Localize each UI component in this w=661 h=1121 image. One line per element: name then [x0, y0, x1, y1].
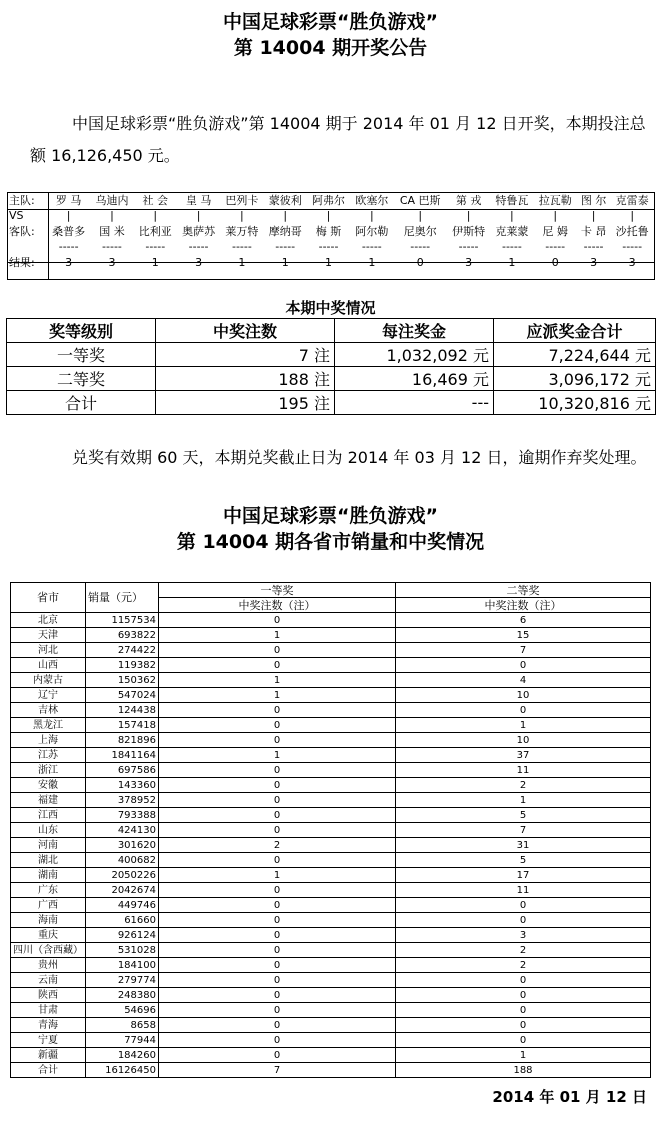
dash-separator: ----- [361, 240, 382, 253]
match-grid-row [7, 208, 655, 223]
province-sales: 301620 [86, 838, 159, 853]
province-sales: 821896 [86, 733, 159, 748]
province-sales: 157418 [86, 718, 159, 733]
second-prize-count: 7 [396, 823, 651, 838]
province-sales: 547024 [86, 688, 159, 703]
col-header-second-prize: 二等奖 [396, 583, 651, 598]
prize-total: 10,320,816 元 [494, 391, 656, 415]
second-prize-count: 0 [396, 1033, 651, 1048]
first-prize-count: 0 [159, 763, 396, 778]
match-result: 3 [610, 254, 654, 270]
province-sales: 143360 [86, 778, 159, 793]
prize-total: 3,096,172 元 [494, 367, 656, 391]
match-result: 1 [151, 255, 159, 269]
province-name: 浙江 [11, 763, 86, 778]
match-grid [7, 192, 655, 270]
province-sales: 248380 [86, 988, 159, 1003]
province-name: 湖北 [11, 853, 86, 868]
dash-separator: ----- [501, 240, 522, 253]
dash-separator: ----- [545, 240, 566, 253]
province-sales: 697586 [86, 763, 159, 778]
vs-separator: | [610, 208, 654, 223]
province-name: 湖南 [11, 868, 86, 883]
first-prize-count: 0 [159, 793, 396, 808]
away-team: 沙托鲁 [610, 223, 654, 239]
section-title: 中国足球彩票“胜负游戏” [223, 505, 438, 527]
away-team: 尼奥尔 [403, 225, 437, 238]
table-row [7, 343, 656, 367]
province-sales: 274422 [86, 643, 159, 658]
match-grid-row [7, 223, 655, 239]
vs-separator: | [510, 209, 514, 222]
province-sales: 926124 [86, 928, 159, 943]
province-sales: 793388 [86, 808, 159, 823]
second-prize-count: 188 [396, 1063, 651, 1078]
province-sales: 1157534 [86, 613, 159, 628]
table-row [11, 778, 651, 793]
table-row [11, 823, 651, 838]
table-row [11, 1033, 651, 1048]
province-sales: 2050226 [86, 868, 159, 883]
match-result: 3 [465, 255, 473, 269]
province-name: 辽宁 [11, 688, 86, 703]
table-row [11, 643, 651, 658]
province-sales: 119382 [86, 658, 159, 673]
table-row [11, 733, 651, 748]
match-grid-row [7, 192, 655, 208]
home-team: CA 巴斯 [399, 194, 441, 207]
home-team: 特鲁瓦 [495, 194, 529, 207]
first-prize-count: 0 [159, 643, 396, 658]
first-prize-count: 0 [159, 883, 396, 898]
table-row [11, 703, 651, 718]
announcement-title: 中国足球彩票“胜负游戏” [223, 11, 438, 33]
province-sales: 531028 [86, 943, 159, 958]
col-header-province: 省市 [11, 583, 86, 613]
vs-separator: | [553, 209, 558, 222]
table-row [11, 958, 651, 973]
table-row [11, 628, 651, 643]
vs-separator: | [418, 209, 423, 222]
second-prize-count: 5 [396, 853, 651, 868]
second-prize-count: 0 [396, 898, 651, 913]
table-row [11, 988, 651, 1003]
match-row-label: VS [9, 209, 24, 222]
first-prize-count: 0 [159, 1018, 396, 1033]
table-row [11, 748, 651, 763]
first-prize-count: 0 [159, 958, 396, 973]
province-name: 上海 [11, 733, 86, 748]
prize-count: 7 注 [156, 343, 335, 367]
province-sales: 8658 [86, 1018, 159, 1033]
second-prize-count: 0 [396, 1018, 651, 1033]
vs-separator: | [240, 209, 244, 222]
second-prize-count: 0 [396, 1003, 651, 1018]
first-prize-count: 0 [159, 733, 396, 748]
match-result: 1 [508, 255, 516, 269]
province-name: 黑龙江 [11, 718, 86, 733]
dash-separator: ----- [102, 240, 122, 253]
table-row [11, 868, 651, 883]
col-header-sales: 销量（元） [86, 583, 159, 613]
second-prize-count: 11 [396, 883, 651, 898]
col-header: 每注奖金 [335, 319, 494, 343]
match-grid-row [7, 239, 655, 254]
province-sales: 61660 [86, 913, 159, 928]
province-name: 山东 [11, 823, 86, 838]
second-prize-count: 1 [396, 793, 651, 808]
first-prize-count: 0 [159, 898, 396, 913]
first-prize-count: 2 [159, 838, 396, 853]
first-prize-count: 7 [159, 1063, 396, 1078]
first-prize-count: 0 [159, 973, 396, 988]
away-team: 尼 姆 [542, 225, 568, 238]
province-sales: 54696 [86, 1003, 159, 1018]
table-row [11, 1048, 651, 1063]
match-result: 0 [551, 255, 559, 269]
dash-separator: ----- [58, 240, 79, 253]
away-team: 桑普多 [52, 225, 86, 238]
second-prize-count: 11 [396, 763, 651, 778]
first-prize-count: 0 [159, 943, 396, 958]
away-team: 国 米 [99, 225, 125, 238]
second-prize-count: 0 [396, 913, 651, 928]
province-sales: 184100 [86, 958, 159, 973]
second-prize-count: 10 [396, 733, 651, 748]
first-prize-count: 0 [159, 778, 396, 793]
divider [48, 192, 49, 280]
vs-separator: | [153, 209, 158, 222]
home-team: 罗 马 [55, 194, 82, 207]
table-row [11, 928, 651, 943]
table-row [11, 898, 651, 913]
table-row [11, 793, 651, 808]
table-row [11, 763, 651, 778]
table-row [11, 1018, 651, 1033]
dash-separator: ----- [275, 240, 296, 253]
table-row [11, 838, 651, 853]
province-sales: 1841164 [86, 748, 159, 763]
province-sales: 77944 [86, 1033, 159, 1048]
province-sales: 150362 [86, 673, 159, 688]
table-row [11, 718, 651, 733]
dash-separator: ----- [410, 240, 431, 253]
first-prize-count: 0 [159, 928, 396, 943]
match-row-label: 主队: [9, 194, 35, 207]
prize-level: 合计 [7, 391, 156, 415]
announcement-subtitle: 第 14004 期开奖公告 [233, 37, 428, 59]
prize-level: 二等奖 [7, 367, 156, 391]
table-row [11, 973, 651, 988]
first-prize-count: 0 [159, 613, 396, 628]
vs-separator: | [466, 209, 471, 222]
prize-each: 1,032,092 元 [335, 343, 494, 367]
table-row [11, 943, 651, 958]
first-prize-count: 0 [159, 658, 396, 673]
second-prize-count: 10 [396, 688, 651, 703]
prize-table [6, 318, 656, 415]
away-team: 克莱蒙 [495, 225, 529, 238]
table-row [11, 883, 651, 898]
away-team: 梅 斯 [315, 225, 342, 238]
second-prize-count: 2 [396, 958, 651, 973]
first-prize-count: 0 [159, 913, 396, 928]
away-team: 阿尔勒 [355, 225, 389, 238]
away-team: 摩纳哥 [268, 225, 302, 238]
first-prize-count: 0 [159, 1033, 396, 1048]
match-result: 1 [238, 255, 246, 269]
vs-separator: | [196, 209, 201, 222]
province-name: 安徽 [11, 778, 86, 793]
province-name: 广东 [11, 883, 86, 898]
province-sales: 693822 [86, 628, 159, 643]
second-prize-count: 4 [396, 673, 651, 688]
match-result: 1 [368, 255, 376, 269]
prize-level: 一等奖 [7, 343, 156, 367]
home-team: 皇 马 [185, 194, 212, 207]
second-prize-count: 0 [396, 658, 651, 673]
province-sales: 424130 [86, 823, 159, 838]
home-team: 乌迪内 [95, 194, 129, 207]
match-grid-row [7, 254, 655, 270]
province-name: 江西 [11, 808, 86, 823]
second-prize-count: 6 [396, 613, 651, 628]
home-team: 社 会 [142, 194, 169, 207]
col-header: 奖等级别 [7, 319, 156, 343]
prize-total: 7,224,644 元 [494, 343, 656, 367]
second-prize-count: 1 [396, 718, 651, 733]
province-sales: 378952 [86, 793, 159, 808]
province-name: 山西 [11, 658, 86, 673]
home-team: 图 尔 [580, 194, 607, 207]
second-prize-count: 3 [396, 928, 651, 943]
dash-separator: ----- [145, 240, 166, 253]
away-team: 卡 昂 [580, 225, 607, 238]
col-header-first-count: 中奖注数（注） [159, 598, 396, 613]
second-prize-count: 31 [396, 838, 651, 853]
away-team: 奥萨苏 [182, 225, 216, 238]
col-header: 应派奖金合计 [494, 319, 656, 343]
home-team: 第 戎 [455, 194, 482, 207]
second-prize-count: 0 [396, 988, 651, 1003]
province-name: 陕西 [11, 988, 86, 1003]
section-subtitle: 第 14004 期各省市销量和中奖情况 [176, 531, 485, 553]
table-row [11, 913, 651, 928]
table-row [11, 658, 651, 673]
match-row-label [7, 239, 47, 254]
prize-each: --- [335, 391, 494, 415]
match-result: 1 [281, 255, 289, 269]
first-prize-count: 1 [159, 688, 396, 703]
vs-separator: | [283, 209, 288, 222]
second-prize-count: 1 [396, 1048, 651, 1063]
table-row [11, 673, 651, 688]
province-name: 福建 [11, 793, 86, 808]
match-result: 1 [325, 255, 333, 269]
vs-separator: | [591, 209, 596, 222]
vs-separator: | [326, 209, 331, 222]
vs-separator: | [110, 209, 114, 222]
province-name: 云南 [11, 973, 86, 988]
second-prize-count: 15 [396, 628, 651, 643]
announcement-date: 2014 年 01 月 12 日 [492, 1088, 647, 1106]
home-team: 拉瓦勒 [538, 194, 572, 207]
province-name: 贵州 [11, 958, 86, 973]
intro-paragraph: 中国足球彩票“胜负游戏”第 14004 期于 2014 年 01 月 12 日开奖，本期投注总额 16,126,450 元。 [30, 114, 646, 165]
home-team: 蒙彼利 [268, 194, 302, 207]
table-row [7, 391, 656, 415]
table-row [11, 1003, 651, 1018]
province-name: 天津 [11, 628, 86, 643]
province-name: 青海 [11, 1018, 86, 1033]
home-team: 巴列卡 [225, 194, 259, 207]
second-prize-count: 0 [396, 703, 651, 718]
province-name: 内蒙古 [11, 673, 86, 688]
prize-count: 188 注 [156, 367, 335, 391]
home-team: 欧塞尔 [355, 194, 389, 207]
match-result: 0 [416, 255, 424, 269]
first-prize-count: 0 [159, 1003, 396, 1018]
table-row [7, 367, 656, 391]
vs-separator: | [66, 209, 71, 222]
second-prize-count: 0 [396, 973, 651, 988]
first-prize-count: 1 [159, 628, 396, 643]
province-sales: 16126450 [86, 1063, 159, 1078]
table-row [11, 613, 651, 628]
second-prize-count: 5 [396, 808, 651, 823]
province-name: 江苏 [11, 748, 86, 763]
table-row [11, 853, 651, 868]
col-header-second-count: 中奖注数（注） [396, 598, 651, 613]
away-team: 比利亚 [138, 225, 172, 238]
province-name: 四川（含西藏） [11, 943, 86, 958]
prize-each: 16,469 元 [335, 367, 494, 391]
province-sales: 2042674 [86, 883, 159, 898]
first-prize-count: 0 [159, 808, 396, 823]
province-sales: 400682 [86, 853, 159, 868]
second-prize-count: 37 [396, 748, 651, 763]
col-header-first-prize: 一等奖 [159, 583, 396, 598]
province-sales: 279774 [86, 973, 159, 988]
prize-table-title: 本期中奖情况 [285, 299, 376, 317]
first-prize-count: 1 [159, 673, 396, 688]
home-team: 阿弗尔 [312, 194, 346, 207]
dash-separator: ----- [318, 240, 339, 253]
second-prize-count: 17 [396, 868, 651, 883]
match-result: 3 [65, 255, 73, 269]
vs-separator: | [369, 209, 374, 222]
match-row-label: 结果: [9, 256, 35, 269]
province-name: 北京 [11, 613, 86, 628]
notice-paragraph: 兑奖有效期 60 天，本期兑奖截止日为 2014 年 03 月 12 日，逾期作弃奖处理。 [72, 448, 647, 467]
province-name: 河北 [11, 643, 86, 658]
province-table [10, 582, 651, 1078]
match-result: 3 [590, 255, 598, 269]
province-sales: 124438 [86, 703, 159, 718]
col-header: 中奖注数 [156, 319, 335, 343]
second-prize-count: 2 [396, 778, 651, 793]
match-result: 3 [108, 255, 116, 269]
province-name: 重庆 [11, 928, 86, 943]
first-prize-count: 0 [159, 853, 396, 868]
first-prize-count: 0 [159, 988, 396, 1003]
first-prize-count: 0 [159, 718, 396, 733]
dash-separator: ----- [231, 240, 252, 253]
province-name: 吉林 [11, 703, 86, 718]
second-prize-count: 7 [396, 643, 651, 658]
province-name: 合计 [11, 1063, 86, 1078]
province-name: 河南 [11, 838, 86, 853]
table-row [11, 688, 651, 703]
match-result: 3 [195, 255, 203, 269]
first-prize-count: 0 [159, 823, 396, 838]
first-prize-count: 0 [159, 703, 396, 718]
prize-count: 195 注 [156, 391, 335, 415]
province-name: 海南 [11, 913, 86, 928]
province-name: 新疆 [11, 1048, 86, 1063]
province-sales: 449746 [86, 898, 159, 913]
province-sales: 184260 [86, 1048, 159, 1063]
province-name: 宁夏 [11, 1033, 86, 1048]
away-team: 莱万特 [225, 225, 259, 238]
dash-separator: ----- [458, 240, 479, 253]
match-row-label: 客队: [9, 225, 35, 238]
first-prize-count: 1 [159, 868, 396, 883]
dash-separator: ----- [583, 240, 604, 253]
away-team: 伊斯特 [452, 225, 486, 238]
dash-separator: ----- [610, 239, 654, 254]
first-prize-count: 1 [159, 748, 396, 763]
home-team: 克雷泰 [610, 192, 654, 208]
province-name: 广西 [11, 898, 86, 913]
dash-separator: ----- [188, 240, 209, 253]
table-row [11, 808, 651, 823]
province-name: 甘肃 [11, 1003, 86, 1018]
table-row [11, 1063, 651, 1078]
first-prize-count: 0 [159, 1048, 396, 1063]
second-prize-count: 2 [396, 943, 651, 958]
